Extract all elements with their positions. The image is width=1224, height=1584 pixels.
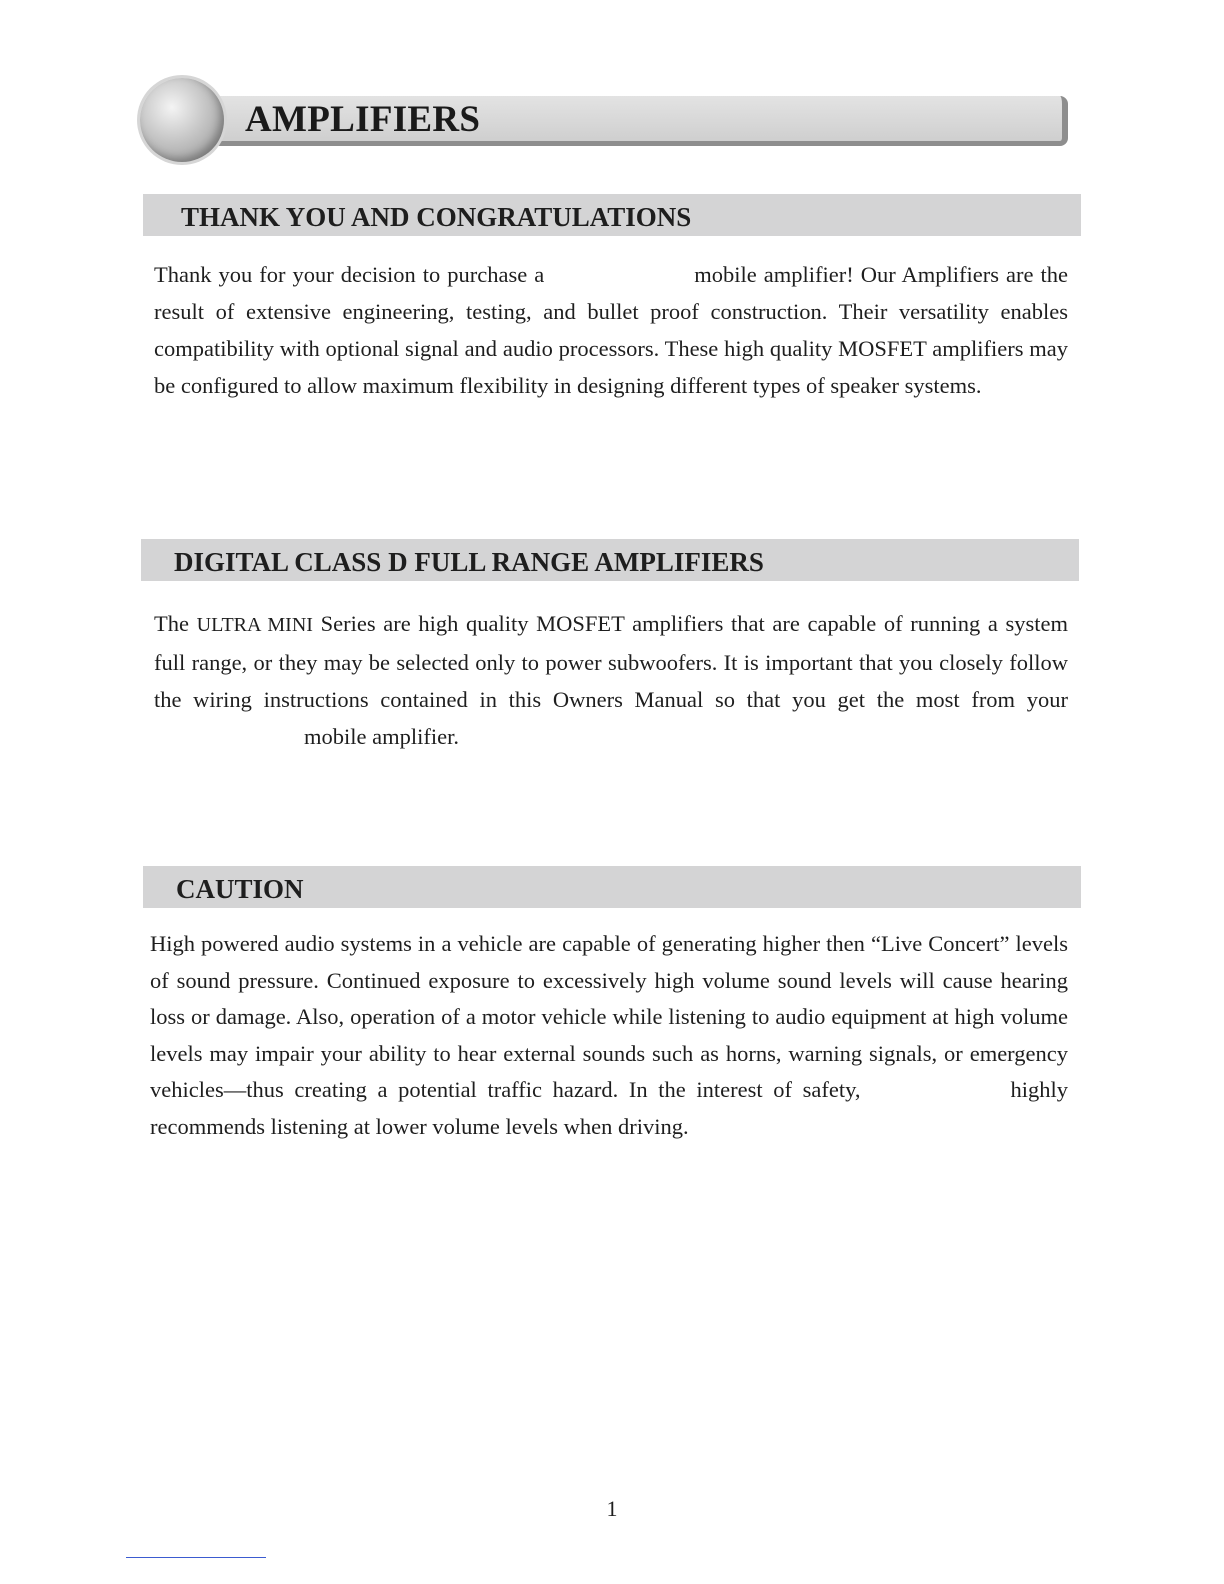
paragraph-text: mobile amplifier. [304,724,459,749]
paragraph-text: Thank you for your decision to purchase a [154,262,545,287]
paragraph-text: High powered audio systems in a vehicle are capable of generating higher then “Live Concert” levels of sound pressure. Continued exposure to excessively high volume sound levels will cause hearing loss or damage. Also, operation of a motor vehicle while listening to audio equipment at high volume levels may impair your ability to hear external sounds such as horns, warning signals, or emergency vehicles—thus creating a potential traffic hazard. In the interest of safety, [150,931,1068,1102]
page-number: 1 [606,1496,618,1521]
paragraph-digital-class-d [154,605,1068,755]
section-heading-digital-class-d [141,539,1079,581]
paragraph-text: The [154,611,189,636]
title-banner [140,78,1076,166]
paragraph-thank-you [154,256,1068,404]
series-name: ULTRA MINI [196,614,313,636]
section-heading-text: CAUTION [176,874,304,904]
section-heading-caution [143,866,1081,908]
footer-rule [126,1557,266,1558]
section-heading-thank-you [143,194,1081,236]
section-heading-text: THANK YOU AND CONGRATULATIONS [181,202,692,232]
page-title: AMPLIFIERS [245,99,481,140]
paragraph-text: Series are high quality MOSFET amplifiers that are capable of running a system full range, or they may be selected only to power subwoofers. It is important that you closely follow the wiring instructions contained in this Owners Manual so that you get the most from your [154,611,1069,712]
paragraph-text: mobile amplifier! Our Amplifiers are the result of extensive engineering, testing, and bullet proof construction. Their versatility enables compatibility with optional signal and audio processors. These high quality MOSFET amplifiers may be configured to allow maximum flexibility in designing different types of speaker systems. [154,262,1068,398]
paragraph-text: highly recommends listening at lower volume levels when driving. [150,1077,1068,1139]
section-heading-text: DIGITAL CLASS D FULL RANGE AMPLIFIERS [174,547,764,577]
title-circle-ornament [140,78,224,162]
paragraph-caution [150,926,1068,1145]
